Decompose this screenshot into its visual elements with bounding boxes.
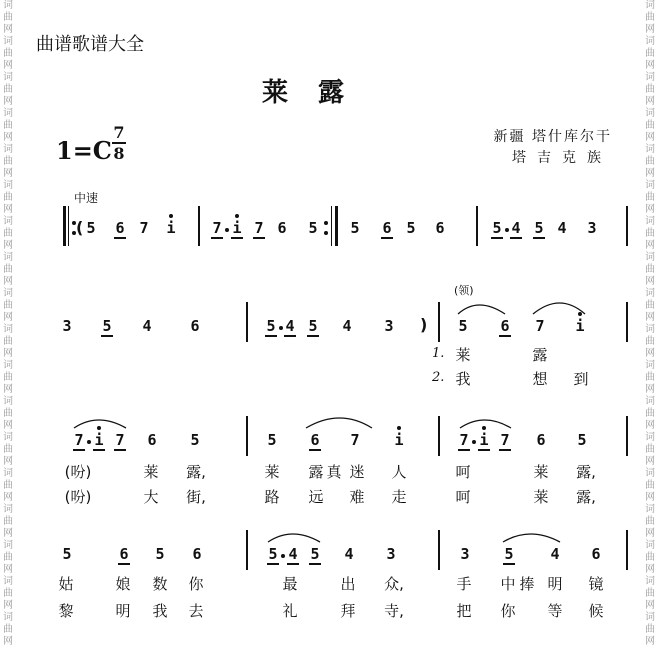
lyric: 露 [532, 346, 548, 364]
watermark-char: 曲 [645, 624, 655, 635]
slur [74, 420, 126, 428]
watermark-char: 曲 [645, 228, 655, 239]
note: 7 [113, 431, 127, 449]
lyric: (吩) [64, 488, 92, 506]
lyric: 莱 [455, 346, 471, 364]
watermark-char: 网 [645, 276, 655, 287]
note: 7 [350, 431, 360, 449]
note: 4 [283, 317, 297, 335]
lyric: 我 [455, 370, 471, 388]
note-high: i [230, 219, 244, 237]
watermark-char: 网 [645, 60, 655, 71]
note: 6 [536, 431, 546, 449]
note: 7 [457, 431, 471, 449]
key-signature: 1=C [56, 136, 112, 165]
lyric: 想 [532, 370, 548, 388]
watermark-char: 词 [645, 144, 655, 155]
note: 5 [190, 431, 200, 449]
watermark-char: 词 [645, 612, 655, 623]
watermark-char: 网 [645, 636, 655, 647]
watermark-char: 词 [645, 396, 655, 407]
lyric: (吩) [64, 463, 92, 481]
note: 5 [308, 545, 322, 563]
lyric: 走 [391, 488, 407, 506]
lyric: 数 [152, 575, 168, 593]
lyric: 拜 [340, 602, 356, 620]
credit-region: 新疆 塔什库尔干 [493, 129, 612, 145]
watermark-char: 曲 [3, 84, 13, 95]
note: 5 [267, 431, 277, 449]
note-high: i [164, 219, 178, 237]
note: 6 [190, 317, 200, 335]
lyric: 候 [588, 602, 604, 620]
note: 6 [117, 545, 131, 563]
note: 6 [113, 219, 127, 237]
lyric: 难 [349, 488, 365, 506]
watermark-char: 网 [3, 276, 13, 287]
watermark-char: 网 [645, 600, 655, 611]
slur [533, 303, 585, 314]
watermark-char: 网 [645, 312, 655, 323]
note: 5 [266, 545, 280, 563]
watermark-char: 曲 [645, 372, 655, 383]
time-signature-top: 7 [113, 123, 125, 142]
watermark-char: 词 [3, 612, 13, 623]
credit-ethnicity: 塔吉克族 [512, 150, 612, 166]
watermark-char: 网 [3, 528, 13, 539]
watermark-char: 曲 [3, 228, 13, 239]
note: 6 [147, 431, 157, 449]
watermark-char: 网 [3, 312, 13, 323]
note: 7 [72, 431, 86, 449]
watermark-char: 词 [3, 288, 13, 299]
paren-close: ) [420, 315, 428, 334]
watermark-char: 曲 [3, 588, 13, 599]
watermark-char: 曲 [645, 12, 655, 23]
note: 5 [406, 219, 416, 237]
watermark-char: 网 [645, 384, 655, 395]
watermark-char: 曲 [3, 156, 13, 167]
verse-number: 1. [432, 346, 445, 361]
note: 3 [386, 545, 396, 563]
watermark-char: 网 [3, 348, 13, 359]
watermark-char: 网 [3, 636, 13, 647]
song-title: 莱露 [262, 78, 375, 108]
note: 6 [308, 431, 322, 449]
watermark-char: 曲 [3, 516, 13, 527]
note: 3 [460, 545, 470, 563]
lyric: 寺, [384, 602, 404, 620]
watermark-char: 网 [3, 168, 13, 179]
lyric: 露, [186, 463, 206, 481]
note: 5 [458, 317, 468, 335]
lyric: 娘 [115, 575, 131, 593]
watermark-char: 网 [645, 492, 655, 503]
lyric: 露, [576, 463, 596, 481]
watermark-char: 曲 [3, 372, 13, 383]
lyric: 真 [326, 463, 342, 481]
watermark-char: 网 [645, 204, 655, 215]
note: 7 [252, 219, 266, 237]
note: 7 [498, 431, 512, 449]
lyric: 去 [188, 602, 204, 620]
lyric: 街, [186, 488, 206, 506]
watermark-char: 网 [645, 564, 655, 575]
lyric: 迷 [349, 463, 365, 481]
watermark-char: 曲 [3, 12, 13, 23]
watermark-char: 曲 [3, 336, 13, 347]
watermark-char: 网 [645, 168, 655, 179]
note: 6 [380, 219, 394, 237]
watermark-char: 词 [3, 0, 13, 11]
lyric: 呵 [455, 463, 471, 481]
lyric: 把 [456, 602, 472, 620]
watermark-char: 词 [645, 540, 655, 551]
lyric: 镜 [588, 575, 604, 593]
slur [460, 420, 511, 428]
note: 5 [490, 219, 504, 237]
watermark-char: 网 [3, 240, 13, 251]
verse-number: 2. [432, 370, 445, 385]
watermark-char: 网 [3, 60, 13, 71]
watermark-char: 曲 [645, 48, 655, 59]
watermark-char: 网 [645, 132, 655, 143]
watermark-char: 词 [3, 432, 13, 443]
watermark-char: 网 [3, 204, 13, 215]
watermark-char: 曲 [645, 480, 655, 491]
note: 6 [192, 545, 202, 563]
watermark-char: 曲 [3, 48, 13, 59]
watermark-char: 词 [645, 360, 655, 371]
note: 4 [509, 219, 523, 237]
watermark-char: 词 [645, 0, 655, 11]
watermark-char: 网 [3, 384, 13, 395]
watermark-char: 词 [3, 36, 13, 47]
lyric: 明 [547, 575, 563, 593]
lyric: 众, [384, 575, 404, 593]
watermark-char: 网 [645, 528, 655, 539]
watermark-char: 网 [3, 564, 13, 575]
watermark-char: 词 [3, 252, 13, 263]
lead-marking: (领) [454, 284, 474, 297]
slur [458, 305, 505, 314]
watermark-char: 曲 [3, 552, 13, 563]
lyric: 礼 [282, 602, 298, 620]
watermark-char: 曲 [645, 300, 655, 311]
watermark-char: 词 [3, 108, 13, 119]
watermark-char: 词 [3, 324, 13, 335]
lyric: 莱 [533, 488, 549, 506]
watermark-char: 曲 [645, 264, 655, 275]
lyric: 露, [576, 488, 596, 506]
lyric: 人 [391, 463, 407, 481]
watermark-char: 词 [3, 360, 13, 371]
note: 6 [498, 317, 512, 335]
lyric: 大 [143, 488, 159, 506]
watermark-char: 网 [645, 96, 655, 107]
note: 6 [435, 219, 445, 237]
note-high: i [392, 431, 406, 449]
note: 4 [557, 219, 567, 237]
lyric: 莱 [143, 463, 159, 481]
note: 4 [344, 545, 354, 563]
watermark-char: 网 [3, 24, 13, 35]
lyric: 露 [308, 463, 324, 481]
note: 5 [264, 317, 278, 335]
note-high: i [477, 431, 491, 449]
watermark-char: 曲 [645, 516, 655, 527]
watermark-char: 曲 [645, 156, 655, 167]
watermark-char: 词 [645, 432, 655, 443]
lyric: 明 [115, 602, 131, 620]
note: 4 [142, 317, 152, 335]
watermark-char: 网 [645, 456, 655, 467]
note-high: i [92, 431, 106, 449]
note: 4 [342, 317, 352, 335]
watermark-char: 网 [645, 420, 655, 431]
site-title: 曲谱歌谱大全 [36, 34, 144, 55]
note: 4 [286, 545, 300, 563]
watermark-char: 网 [3, 456, 13, 467]
watermark-char: 词 [3, 180, 13, 191]
watermark-char: 词 [645, 216, 655, 227]
lyric: 你 [500, 602, 516, 620]
watermark-char: 曲 [3, 192, 13, 203]
note: 3 [587, 219, 597, 237]
watermark-char: 词 [645, 180, 655, 191]
watermark-char: 词 [3, 216, 13, 227]
watermark-char: 词 [645, 108, 655, 119]
watermark-char: 曲 [645, 120, 655, 131]
watermark-char: 词 [645, 504, 655, 515]
note: 5 [502, 545, 516, 563]
watermark-char: 曲 [3, 120, 13, 131]
note: 5 [62, 545, 72, 563]
lyric: 捧 [519, 575, 535, 593]
watermark-char: 词 [3, 540, 13, 551]
watermark-char: 词 [3, 396, 13, 407]
watermark-char: 词 [645, 36, 655, 47]
watermark-char: 词 [3, 144, 13, 155]
watermark-char: 曲 [3, 264, 13, 275]
watermark-char: 网 [645, 348, 655, 359]
lyric: 手 [456, 575, 472, 593]
tempo-marking: 中速 [74, 191, 99, 205]
watermark-char: 曲 [645, 444, 655, 455]
lyric: 出 [340, 575, 356, 593]
note: 5 [86, 219, 96, 237]
lyric: 中 [500, 575, 516, 593]
slur [503, 534, 560, 542]
note: 6 [591, 545, 601, 563]
watermark-char: 词 [645, 288, 655, 299]
slur [268, 534, 320, 542]
note: 7 [210, 219, 224, 237]
lyric: 远 [308, 488, 324, 506]
watermark-char: 词 [3, 576, 13, 587]
watermark-char: 曲 [3, 480, 13, 491]
note: 3 [62, 317, 72, 335]
paren-open: ( [76, 218, 84, 237]
note: 5 [308, 219, 318, 237]
watermark-char: 曲 [3, 624, 13, 635]
note: 5 [532, 219, 546, 237]
watermark-char: 词 [645, 252, 655, 263]
note: 5 [155, 545, 165, 563]
lyric: 你 [188, 575, 204, 593]
lyric: 黎 [58, 602, 74, 620]
watermark-char: 网 [3, 492, 13, 503]
watermark-char: 曲 [645, 588, 655, 599]
watermark-char: 曲 [645, 336, 655, 347]
note: 5 [100, 317, 114, 335]
watermark-char: 词 [645, 324, 655, 335]
watermark-char: 网 [3, 96, 13, 107]
lyric: 路 [264, 488, 280, 506]
lyric: 等 [547, 602, 563, 620]
note: 3 [384, 317, 394, 335]
note: 7 [535, 317, 545, 335]
watermark-char: 词 [645, 72, 655, 83]
lyric: 我 [152, 602, 168, 620]
watermark-char: 曲 [3, 300, 13, 311]
slur [306, 418, 372, 428]
time-signature-bottom: 8 [113, 144, 125, 163]
watermark-char: 网 [3, 420, 13, 431]
watermark-char: 曲 [645, 84, 655, 95]
watermark-char: 曲 [3, 444, 13, 455]
watermark-char: 网 [3, 132, 13, 143]
note: 4 [550, 545, 560, 563]
lyric: 呵 [455, 488, 471, 506]
watermark-char: 词 [3, 72, 13, 83]
watermark-char: 词 [645, 576, 655, 587]
note: 5 [350, 219, 360, 237]
note: 5 [306, 317, 320, 335]
note: 5 [577, 431, 587, 449]
watermark-char: 词 [3, 504, 13, 515]
watermark-char: 网 [645, 24, 655, 35]
watermark-char: 曲 [645, 192, 655, 203]
lyric: 莱 [533, 463, 549, 481]
watermark-char: 曲 [3, 408, 13, 419]
note: 6 [277, 219, 287, 237]
watermark-char: 网 [645, 240, 655, 251]
watermark-char: 曲 [645, 552, 655, 563]
note-high: i [573, 317, 587, 335]
lyric: 到 [573, 370, 589, 388]
watermark-char: 词 [3, 468, 13, 479]
note: 7 [139, 219, 149, 237]
watermark-char: 词 [645, 468, 655, 479]
lyric: 莱 [264, 463, 280, 481]
watermark-char: 网 [3, 600, 13, 611]
watermark-char: 曲 [645, 408, 655, 419]
lyric: 姑 [58, 575, 74, 593]
lyric: 最 [282, 575, 298, 593]
